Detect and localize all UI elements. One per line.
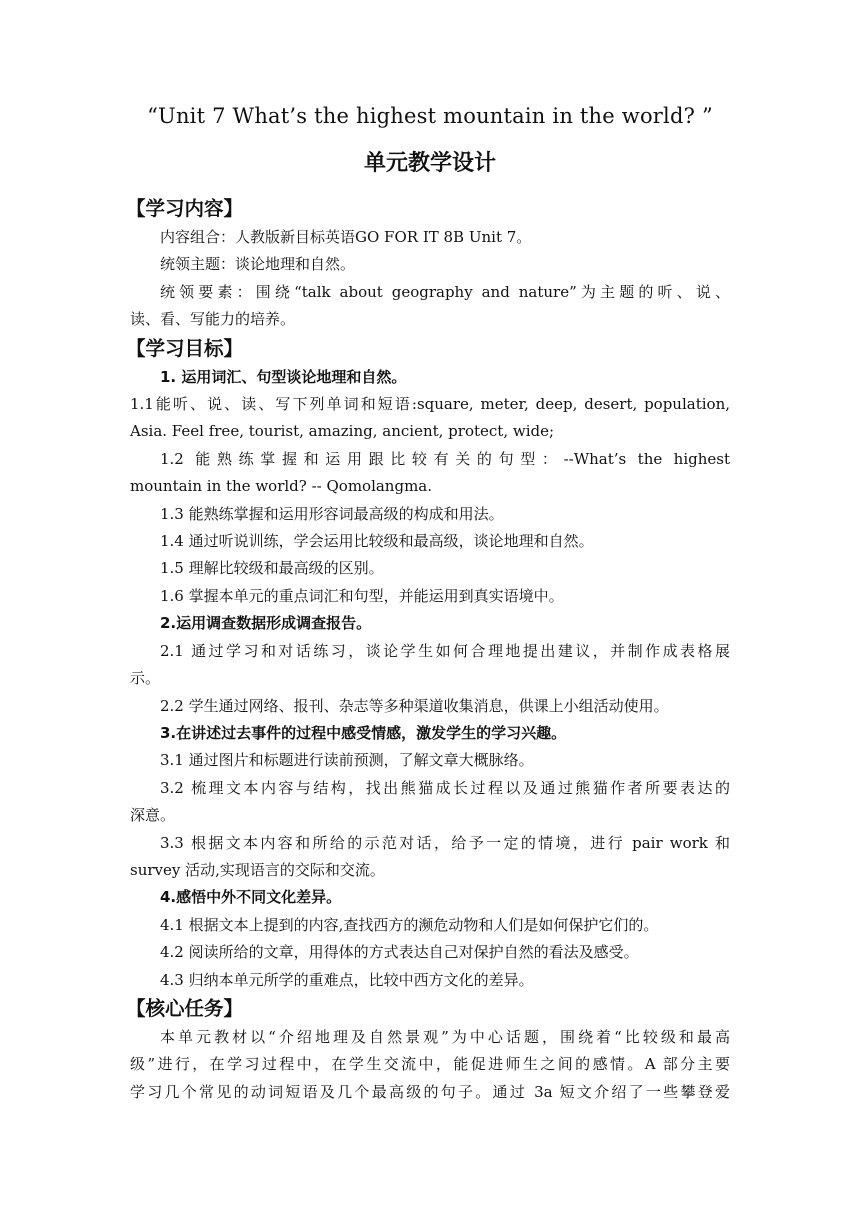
core-paragraph-line: 级”进行，在学习过程中，在学生交流中，能促进师生之间的感情。A 部分主要 bbox=[130, 1055, 730, 1074]
goal-item: 2.1 通过学习和对话练习，谈论学生如何合理地提出建议，并制作成表格展 bbox=[160, 641, 730, 660]
content-item: 读、看、写能力的培养。 bbox=[130, 310, 296, 329]
goal-item: 示。 bbox=[130, 669, 161, 688]
content-item: 统领要素：围绕“talk about geography and nature”为主题的听、说、 bbox=[160, 282, 730, 301]
document-body bbox=[126, 194, 730, 1106]
goal-item: 1.3 能熟练掌握和运用形容词最高级的构成和用法。 bbox=[160, 504, 504, 523]
goal-item: Asia. Feel free, tourist, amazing, ancient, protect, wide; bbox=[130, 422, 555, 441]
goal-heading: 4.感悟中外不同文化差异。 bbox=[160, 888, 342, 907]
goal-item: survey 活动,实现语言的交际和交流。 bbox=[130, 860, 385, 879]
goal-item: 3.1 通过图片和标题进行读前预测，了解文章大概脉络。 bbox=[160, 751, 534, 770]
goal-heading: 3.在讲述过去事件的过程中感受情感，激发学生的学习兴趣。 bbox=[160, 723, 567, 742]
goal-heading: 2.运用调查数据形成调查报告。 bbox=[160, 614, 372, 633]
goal-item: 3.3 根据文本内容和所给的示范对话，给予一定的情境，进行 pair work 和 bbox=[160, 833, 730, 852]
goal-item: 1.1能听、说、读、写下列单词和短语:square, meter, deep, desert, population, bbox=[130, 395, 730, 414]
goal-item: 4.1 根据文本上提到的内容,查找西方的濒危动物和人们是如何保护它们的。 bbox=[160, 915, 659, 934]
goal-item: 1.4 通过听说训练，学会运用比较级和最高级，谈论地理和自然。 bbox=[160, 532, 594, 551]
content-item: 内容组合：人教版新目标英语GO FOR IT 8B Unit 7。 bbox=[160, 228, 532, 246]
section-heading-goals: 【学习目标】 bbox=[126, 336, 244, 360]
goal-item: 4.2 阅读所给的文章，用得体的方式表达自己对保护自然的看法及感受。 bbox=[160, 943, 639, 962]
goal-item: 1.5 理解比较级和最高级的区别。 bbox=[160, 559, 384, 578]
goal-item: 4.3 归纳本单元所学的重难点，比较中西方文化的差异。 bbox=[160, 970, 534, 989]
document-title-line-2: 单元教学设计 bbox=[363, 151, 496, 176]
core-paragraph-line: 本单元教材以“介绍地理及自然景观”为中心话题，围绕着“比较级和最高 bbox=[160, 1027, 730, 1046]
goal-item: 深意。 bbox=[130, 806, 176, 825]
goal-item: 1.6 掌握本单元的重点词汇和句型，并能运用到真实语境中。 bbox=[160, 586, 564, 605]
content-item: 统领主题：谈论地理和自然。 bbox=[160, 255, 356, 274]
goal-item: 3.2 梳理文本内容与结构，找出熊猫成长过程以及通过熊猫作者所要表达的 bbox=[160, 778, 730, 797]
document-title-line-1: “Unit 7 What’s the highest mountain in the world? ” bbox=[147, 104, 713, 128]
goal-item: mountain in the world? -- Qomolangma. bbox=[130, 477, 433, 496]
goal-item: 2.2 学生通过网络、报刊、杂志等多种渠道收集消息，供课上小组活动使用。 bbox=[160, 696, 669, 715]
goal-heading: 1. 运用词汇、句型谈论地理和自然。 bbox=[160, 367, 407, 386]
section-heading-core: 【核心任务】 bbox=[126, 996, 244, 1020]
section-heading-content: 【学习内容】 bbox=[126, 197, 244, 220]
goal-item: 1.2 能熟练掌握和运用跟比较有关的句型：--What’s the highest bbox=[160, 449, 730, 468]
core-paragraph-line: 学习几个常见的动词短语及几个最高级的句子。通过 3a 短文介绍了一些攀登爱 bbox=[130, 1082, 730, 1101]
